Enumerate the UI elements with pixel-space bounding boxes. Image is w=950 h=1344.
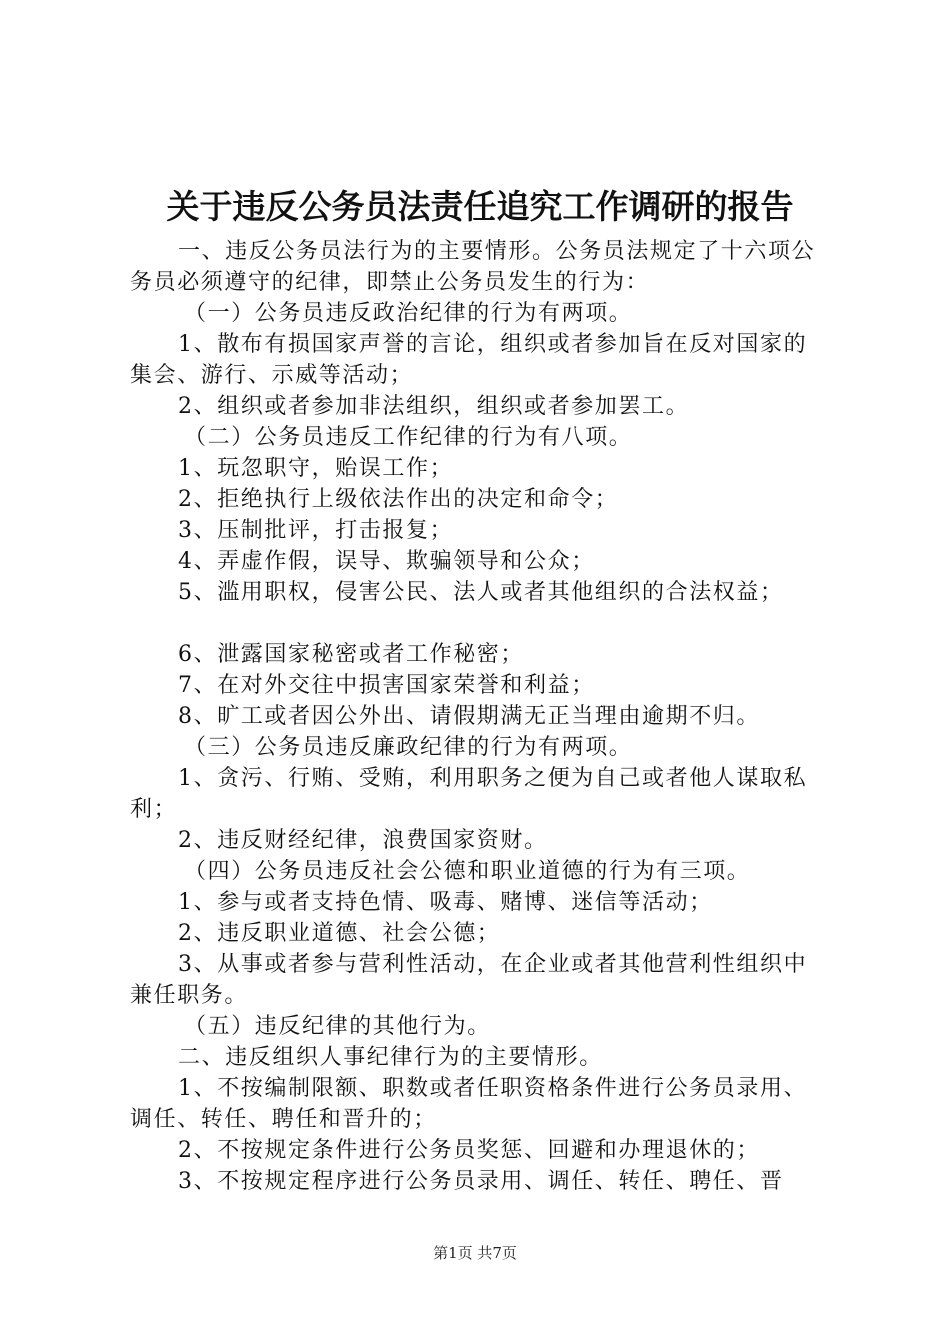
section-heading: （五）违反纪律的其他行为。 [184,1014,491,1039]
list-item: 2、组织或者参加非法组织，组织或者参加罢工。 [178,394,690,419]
list-item: 1、玩忽职守，贻误工作； [178,456,454,481]
list-item: 3、不按规定程序进行公务员录用、调任、转任、聘任、晋 [178,1169,784,1194]
list-item: 1、贪污、行贿、受贿，利用职务之便为自己或者他人谋取私利； [130,766,808,822]
list-item: 2、违反财经纪律，浪费国家资财。 [178,828,548,853]
section-heading: （四）公务员违反社会公德和职业道德的行为有三项。 [184,859,751,884]
list-item: 2、不按规定条件进行公务员奖惩、回避和办理退休的； [178,1138,760,1163]
list-item: 2、违反职业道德、社会公德； [178,921,501,946]
page-footer: 第1页 共7页 [433,1244,517,1262]
document-title: 关于违反公务员法责任追究工作调研的报告 [166,187,794,226]
list-item: 1、参与或者支持色情、吸毒、赌博、迷信等活动； [178,890,713,915]
list-item: 7、在对外交往中损害国家荣誉和利益； [178,673,595,698]
list-item: 2、拒绝执行上级依法作出的决定和命令； [178,487,619,512]
document-body [130,236,830,1197]
list-item: 6、泄露国家秘密或者工作秘密； [178,642,524,667]
list-item: 1、不按编制限额、职数或者任职资格条件进行公务员录用、调任、转任、聘任和晋升的； [130,1076,808,1132]
list-item: 3、从事或者参与营利性活动，在企业或者其他营利性组织中兼任职务。 [130,952,808,1008]
list-item: 8、旷工或者因公外出、请假期满无正当理由逾期不归。 [178,704,760,729]
list-item: 1、散布有损国家声誉的言论，组织或者参加旨在反对国家的集会、游行、示威等活动； [130,332,808,388]
list-item: 3、压制批评，打击报复； [178,518,454,543]
section-heading: （一）公务员违反政治纪律的行为有两项。 [184,301,633,326]
paragraph: 二、违反组织人事纪律行为的主要情形。 [178,1045,603,1070]
paragraph: 一、违反公务员法行为的主要情形。公务员法规定了十六项公务员必须遵守的纪律，即禁止公务员发生的行为： [130,239,816,295]
list-item: 5、滥用职权，侵害公民、法人或者其他组织的合法权益； [178,580,784,605]
section-heading: （三）公务员违反廉政纪律的行为有两项。 [184,735,633,760]
list-item: 4、弄虚作假，误导、欺骗领导和公众； [178,549,595,574]
section-heading: （二）公务员违反工作纪律的行为有八项。 [184,425,633,450]
